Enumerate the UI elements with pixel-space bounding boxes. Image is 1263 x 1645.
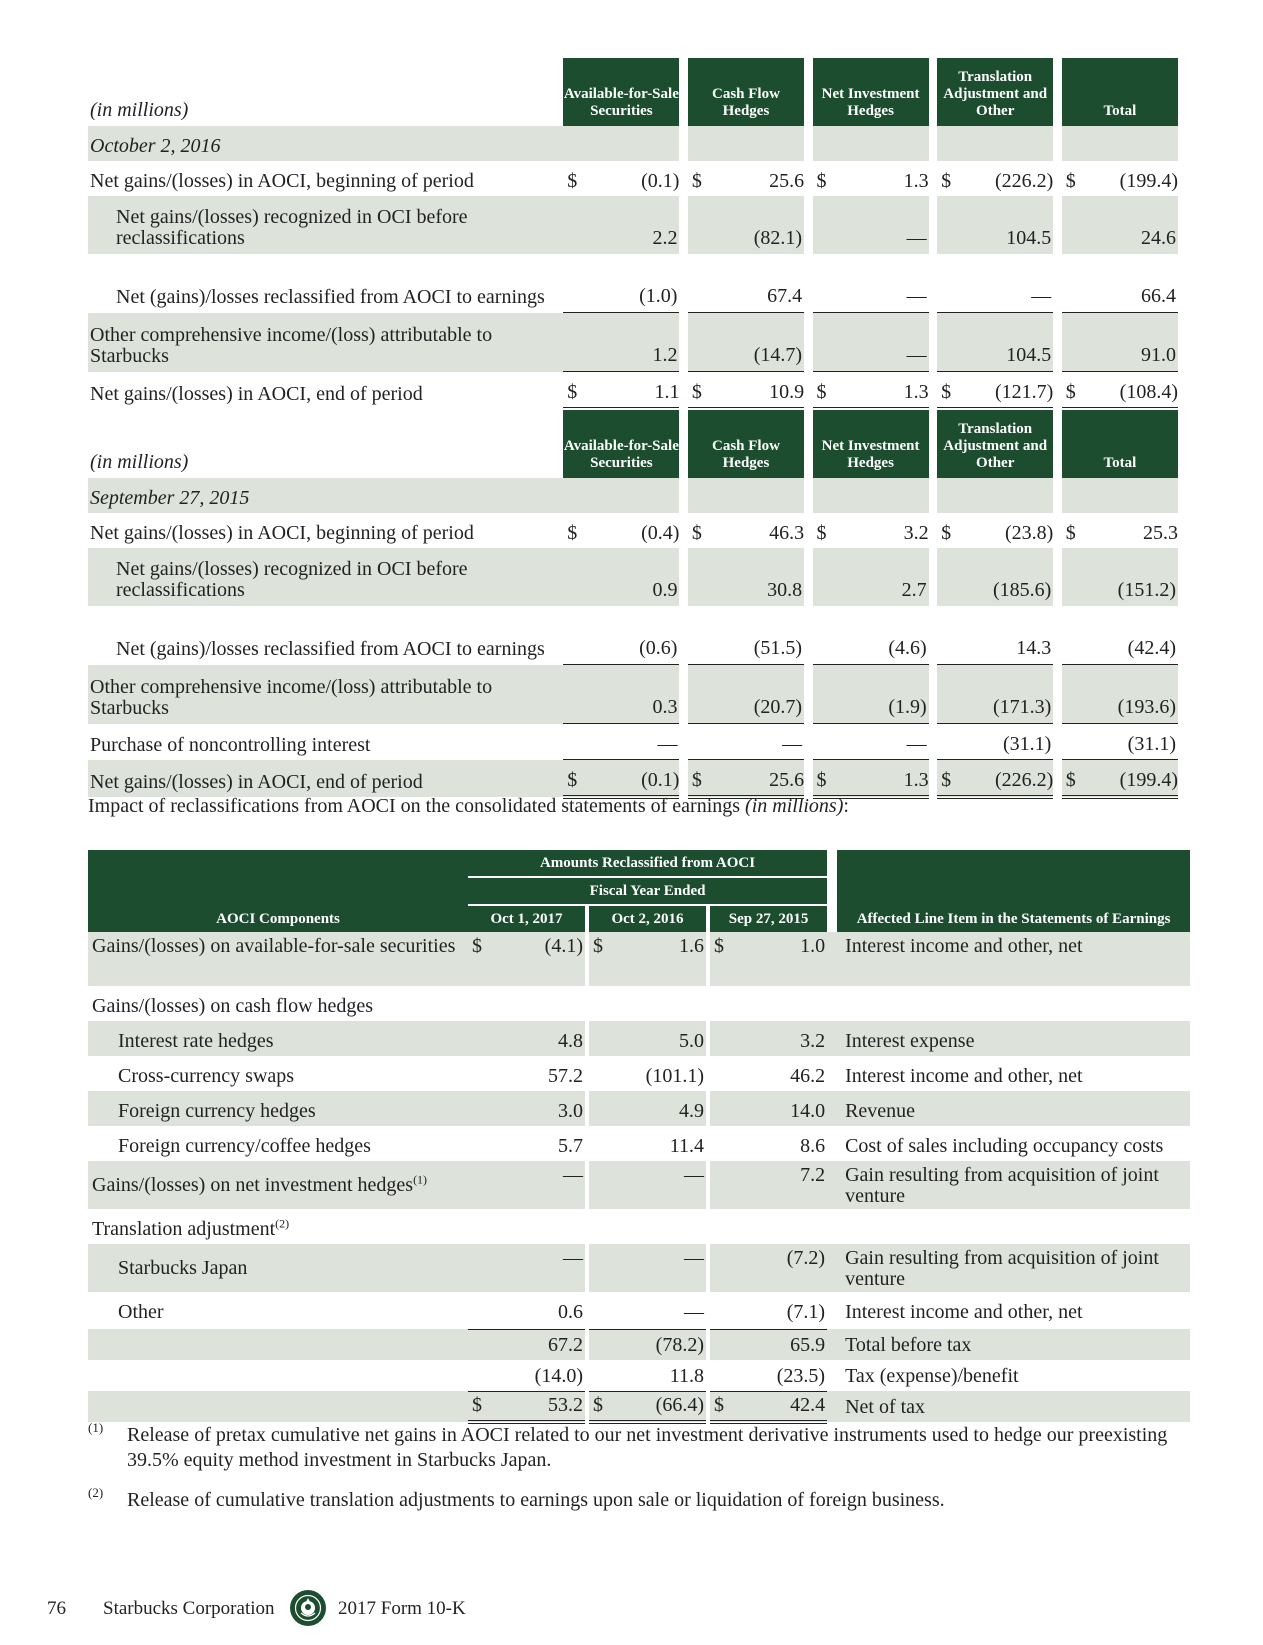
col-header-components: AOCI Components <box>88 850 468 932</box>
col-header-cfh: Cash Flow Hedges <box>688 410 804 478</box>
col-header-afs: Available-for-Sale Securities <box>563 410 679 478</box>
footnote-mark-1: (1) <box>88 1420 104 1435</box>
footer-form: 2017 Form 10-K <box>338 1598 466 1619</box>
footnote-mark-2: (2) <box>88 1485 104 1500</box>
table-row: Gains/(losses) on available-for-sale securities $ (4.1) $ 1.6 $ 1.0 Interest income and other, net <box>88 932 1190 986</box>
table-row: Interest rate hedges 4.8 5.0 3.2 Interest expense <box>88 1021 1190 1056</box>
impact-intro: Impact of reclassifications from AOCI on the consolidated statements of earnings (in millions): <box>88 795 849 817</box>
year-header-2017: Oct 1, 2017 <box>468 905 585 932</box>
year-header-2016: Oct 2, 2016 <box>589 905 706 932</box>
col-header-nih: Net Investment Hedges <box>813 410 929 478</box>
table-row: Foreign currency hedges 3.0 4.9 14.0 Revenue <box>88 1091 1190 1126</box>
table-row: Other 0.6 — (7.1) Interest income and other, net <box>118 1300 1083 1323</box>
table-row: $ 53.2 $ (66.4) $ 42.4 Net of tax <box>88 1391 1190 1422</box>
reclassification-table <box>88 850 1190 1424</box>
table-row: 67.2 (78.2) 65.9 Total before tax <box>88 1329 1190 1360</box>
table-row: Starbucks Japan — — (7.2) Gain resulting from acquisition of joint venture <box>88 1244 1190 1292</box>
table-row: Purchase of noncontrolling interest — — — (31.1) (31.1) <box>88 724 1178 760</box>
fiscal-year-header: Fiscal Year Ended <box>468 877 827 905</box>
table-row: (14.0) 11.8 (23.5) Tax (expense)/benefit <box>534 1364 1019 1387</box>
aoci-table-2015 <box>88 410 1178 799</box>
unit-label: (in millions) <box>90 99 189 121</box>
table-row: Net gains/(losses) in AOCI, beginning of period $ (0.4) $ 46.3 $ 3.2 $ (23.8) $ 25.3 <box>90 522 1178 544</box>
table-row: Cross-currency swaps 57.2 (101.1) 46.2 Interest income and other, net <box>118 1065 1083 1087</box>
table-row: Net gains/(losses) in AOCI, end of period $ (0.1) $ 25.6 $ 1.3 $ (226.2) $ (199.4) <box>88 760 1178 798</box>
col-header-translation: Translation Adjustment and Other <box>937 58 1053 126</box>
footer-company: Starbucks Corporation <box>103 1598 275 1619</box>
table-row: Net (gains)/losses reclassified from AOCI to earnings (0.6) (51.5) (4.6) 14.3 (42.4) <box>116 637 1176 660</box>
col-header-translation: Translation Adjustment and Other <box>937 410 1053 478</box>
unit-label: (in millions) <box>90 451 189 473</box>
col-header-total: Total <box>1062 410 1178 478</box>
col-header-afs: Available-for-Sale Securities <box>563 58 679 126</box>
footnote-2: Release of cumulative translation adjustments to earnings upon sale or liquidation of foreign business. <box>127 1489 945 1511</box>
page-number: 76 <box>47 1598 66 1619</box>
table-row: Net gains/(losses) in AOCI, end of period $ 1.1 $ 10.9 $ 1.3 $ (121.7) $ (108.4) <box>88 372 1178 410</box>
table-row: Other comprehensive income/(loss) attributable to Starbucks 0.3 (20.7) (1.9) (171.3) (193.6) <box>88 665 1178 724</box>
table-row: Foreign currency/coffee hedges 5.7 11.4 8.6 Cost of sales including occupancy costs <box>118 1135 1164 1157</box>
footnote-1: Release of pretax cumulative net gains in AOCI related to our net investment derivative instruments used to hedge our preexisting 39.5% equity method investment in Starbucks Japan. <box>127 1424 1168 1471</box>
table-row: Net gains/(losses) recognized in OCI before reclassifications 0.9 30.8 2.7 (185.6) (151.2) <box>88 548 1178 606</box>
col-header-nih: Net Investment Hedges <box>813 58 929 126</box>
table-row: Translation adjustment$^{(2)}$ <box>92 1216 290 1240</box>
starbucks-logo-icon <box>289 1589 327 1632</box>
table-row: Other comprehensive income/(loss) attributable to Starbucks 1.2 (14.7) — 104.5 91.0 <box>88 313 1178 372</box>
table-row: Net gains/(losses) recognized in OCI before reclassifications 2.2 (82.1) — 104.5 24.6 <box>88 196 1178 254</box>
table-row: Net (gains)/losses reclassified from AOCI to earnings (1.0) 67.4 — — 66.4 <box>116 285 1176 308</box>
table-row: Net gains/(losses) in AOCI, beginning of period $ (0.1) $ 25.6 $ 1.3 $ (226.2) $ (199.4) <box>90 170 1178 192</box>
aoci-table-2016 <box>88 58 1178 411</box>
year-header-2015: Sep 27, 2015 <box>710 905 827 932</box>
col-header-line-item: Affected Line Item in the Statements of Earnings <box>837 850 1190 932</box>
col-header-cfh: Cash Flow Hedges <box>688 58 804 126</box>
group-header: Amounts Reclassified from AOCI <box>468 850 827 877</box>
period-label: October 2, 2016 <box>88 126 563 161</box>
table-row: Gains/(losses) on net investment hedges$^{(1)}$ — — 7.2 Gain resulting from acquisition of joint venture <box>88 1161 1190 1209</box>
col-header-total: Total <box>1062 58 1178 126</box>
table-row: Gains/(losses) on cash flow hedges <box>92 995 374 1017</box>
period-label: September 27, 2015 <box>88 478 563 513</box>
